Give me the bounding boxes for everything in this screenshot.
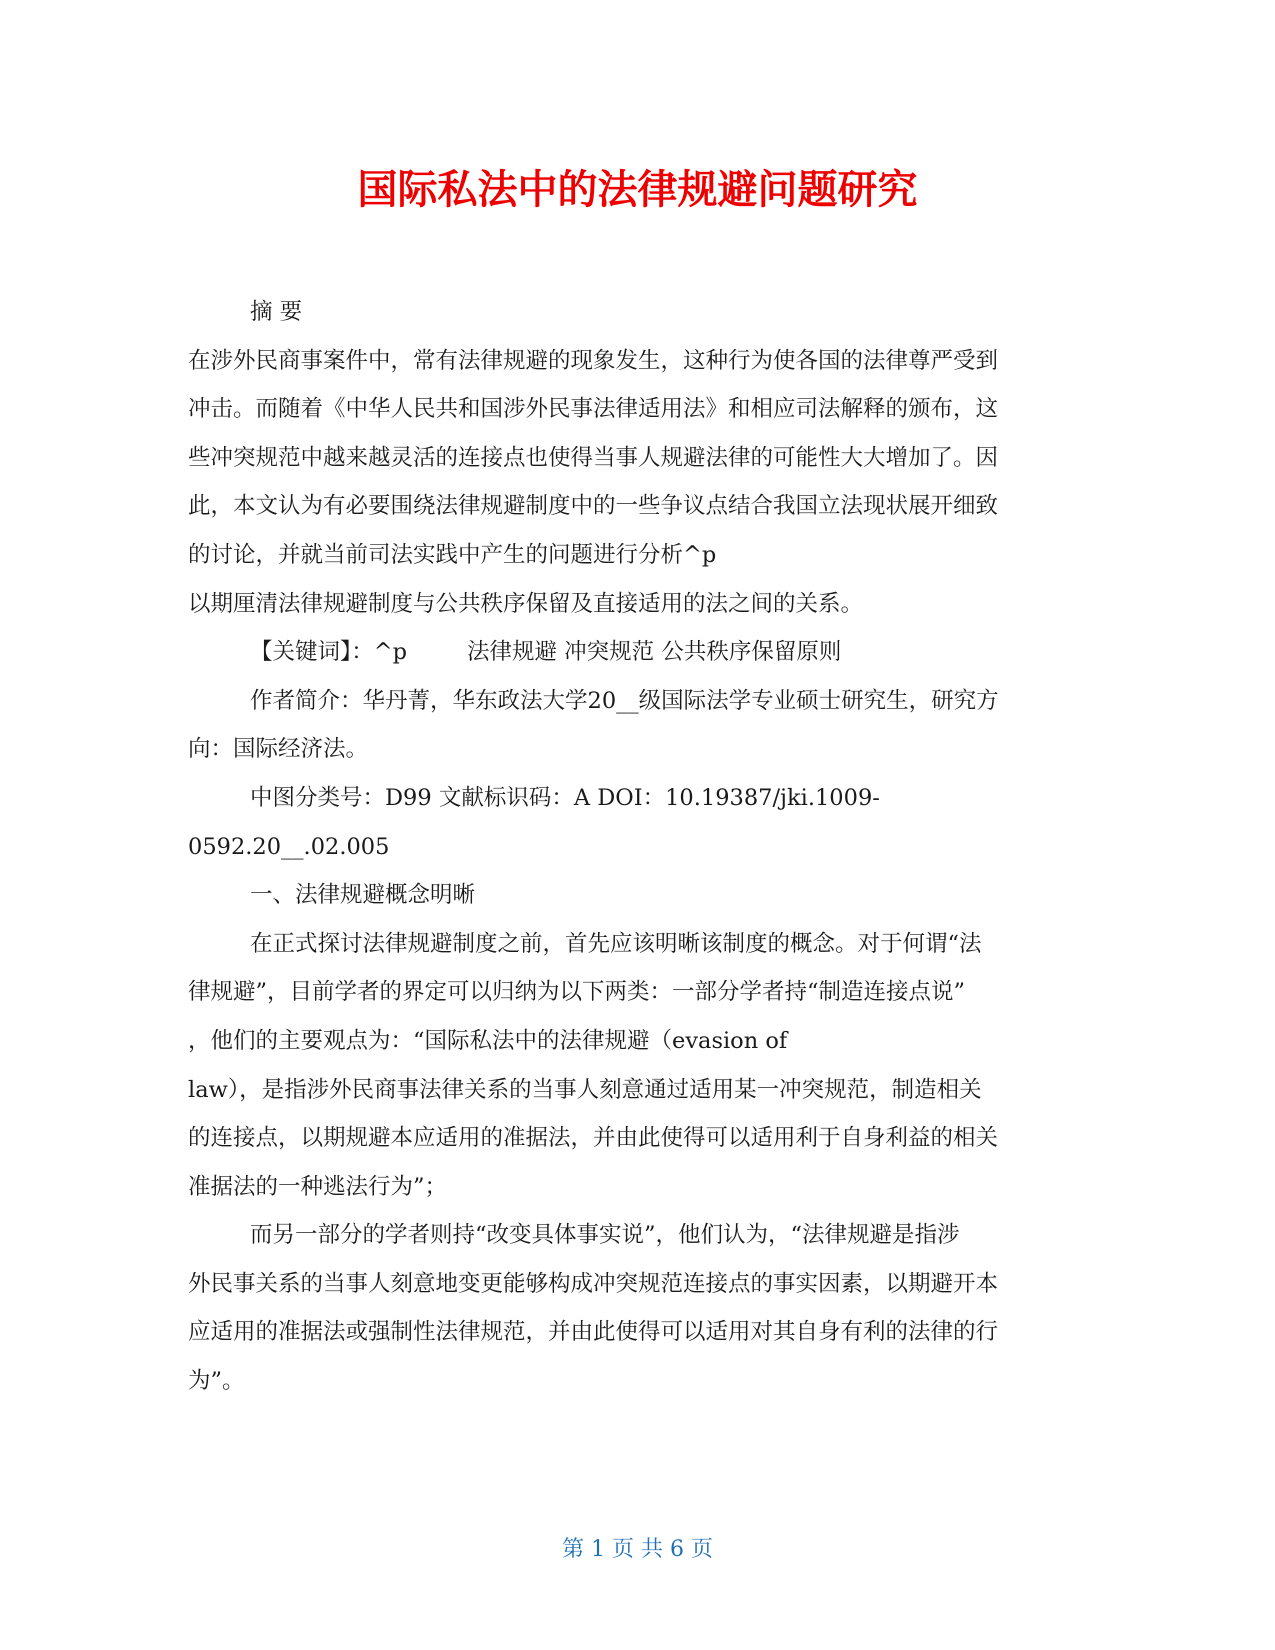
abstract-heading: 摘 要 — [250, 299, 303, 325]
classification-info — [188, 774, 1084, 871]
abstract-line: 冲击。而随着《中华人民共和国涉外民事法律适用法》和相应司法解释的颁布，这 — [188, 396, 999, 423]
document-body — [188, 288, 1084, 1406]
abstract-line: 的讨论，并就当前司法实践中产生的问题进行分析^p — [188, 541, 717, 568]
page-footer: 第 1 页 共 6 页 — [562, 1537, 713, 1562]
paragraph-line: 应适用的准据法或强制性法律规范，并由此使得可以适用对其自身有利的法律的行 — [188, 1319, 999, 1346]
keywords-label: 【关键词】：^p — [250, 639, 408, 666]
paragraph-line: ，他们的主要观点为：“国际私法中的法律规避（evasion of — [188, 1027, 788, 1054]
paragraph-line: 律规避”，目前学者的界定可以归纳为以下两类：一部分学者持“制造连接点说” — [188, 979, 966, 1006]
author-line: 作者简介：华丹菁，华东政法大学20__级国际法学专业硕士研究生，研究方 — [250, 687, 999, 714]
classification-line: 中图分类号：D99 文献标识码：A DOI：10.19387/jki.1009- — [250, 784, 880, 811]
paragraph-1 — [188, 920, 1084, 1212]
document-title: 国际私法中的法律规避问题研究 — [357, 167, 918, 213]
abstract-line: 些冲突规范中越来越灵活的连接点也使得当事人规避法律的可能性大大增加了。因 — [188, 444, 999, 471]
paragraph-line: law），是指涉外民商事法律关系的当事人刻意通过适用某一冲突规范，制造相关 — [188, 1076, 982, 1103]
abstract-paragraph — [188, 337, 1084, 629]
paragraph-line: 在正式探讨法律规避制度之前，首先应该明晰该制度的概念。对于何谓“法 — [250, 930, 982, 957]
keywords-line — [188, 628, 1084, 677]
keywords-terms: 法律规避 冲突规范 公共秩序保留原则 — [467, 639, 842, 666]
paragraph-line: 准据法的一种逃法行为”； — [188, 1173, 448, 1200]
paragraph-2 — [188, 1211, 1084, 1405]
abstract-line: 以期厘清法律规避制度与公共秩序保留及直接适用的法之间的关系。 — [188, 590, 864, 617]
paragraph-line: 而另一部分的学者则持“改变具体事实说”，他们认为，“法律规避是指涉 — [250, 1222, 960, 1249]
paragraph-line: 为”。 — [188, 1368, 245, 1395]
abstract-line: 在涉外民商事案件中，常有法律规避的现象发生，这种行为使各国的法律尊严受到 — [188, 347, 999, 374]
section-heading: 一、法律规避概念明晰 — [250, 882, 476, 909]
abstract-line: 此，本文认为有必要围绕法律规避制度中的一些争议点结合我国立法现状展开细致 — [188, 493, 999, 520]
author-info — [188, 677, 1084, 774]
paragraph-line: 外民事关系的当事人刻意地变更能够构成冲突规范连接点的事实因素，以期避开本 — [188, 1270, 999, 1297]
paragraph-line: 的连接点，以期规避本应适用的准据法，并由此使得可以适用利于自身利益的相关 — [188, 1125, 999, 1152]
classification-line: 0592.20__.02.005 — [188, 833, 390, 860]
author-line: 向：国际经济法。 — [188, 736, 369, 763]
